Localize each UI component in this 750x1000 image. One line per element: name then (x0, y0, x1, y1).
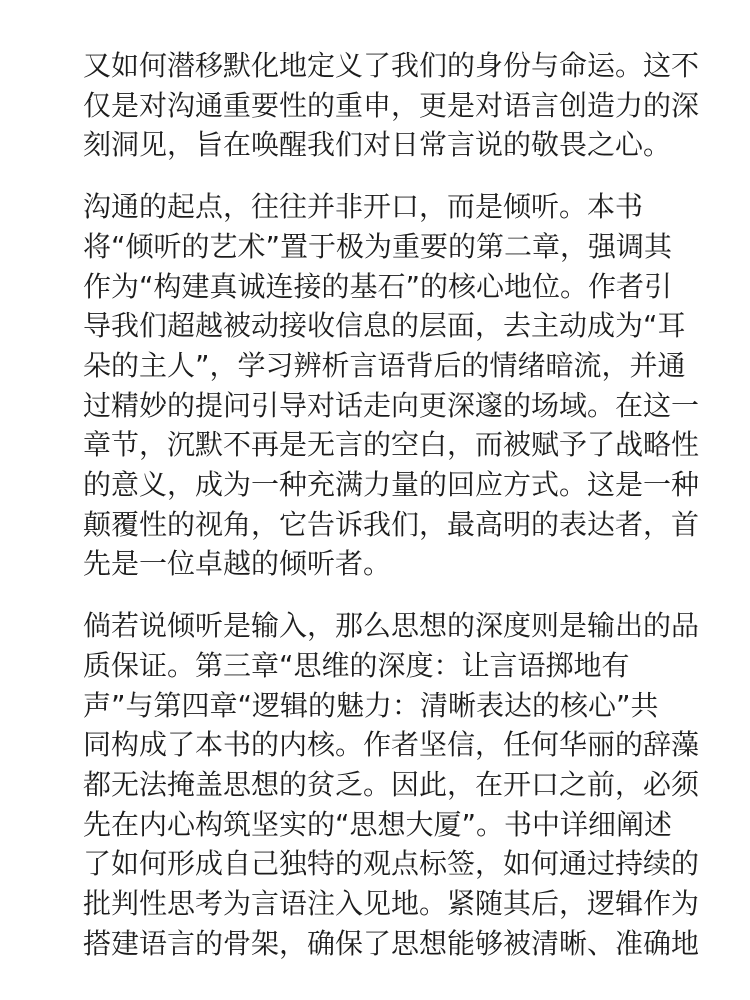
text-line: 刻洞见，旨在唤醒我们对日常言说的敬畏之心。 (83, 128, 672, 162)
text-line: 先在内心构筑坚实的“思想大厦”。书中详细阐述 (83, 807, 673, 841)
text-line: 沟通的起点，往往并非开口，而是倾听。本书 (83, 190, 644, 224)
text-line: 同构成了本书的内核。作者坚信，任何华丽的辞藻 (83, 728, 700, 762)
text-line: 仅是对沟通重要性的重申，更是对语言创造力的深 (83, 88, 700, 122)
text-line: 朵的主人”，学习辨析言语背后的情绪暗流，并通 (83, 348, 686, 382)
text-line: 又如何潜移默化地定义了我们的身份与命运。这不 (83, 49, 700, 82)
text-line: 导我们超越被动接收信息的层面，去主动成为“耳 (83, 309, 686, 343)
text-line: 过精妙的提问引导对话走向更深邃的场域。在这一 (83, 388, 700, 422)
text-line: 的意义，成为一种充满力量的回应方式。这是一种 (83, 468, 700, 502)
paragraph-intro-continuation (83, 46, 750, 165)
paragraph-thinking-logic (83, 606, 750, 963)
text-line: 颠覆性的视角，它告诉我们，最高明的表达者，首 (83, 507, 700, 541)
text-line: 章节，沉默不再是无言的空白，而被赋予了战略性 (83, 428, 700, 462)
text-line: 搭建语言的骨架，确保了思想能够被清晰、准确地 (83, 926, 700, 960)
text-line: 都无法掩盖思想的贫乏。因此，在开口之前，必须 (83, 767, 700, 801)
paragraph-listening (83, 187, 750, 584)
text-line: 质保证。第三章“思维的深度：让言语掷地有 (83, 648, 630, 682)
text-line: 声”与第四章“逻辑的魅力：清晰表达的核心”共 (83, 688, 659, 722)
text-line: 批判性思考为言语注入见地。紧随其后，逻辑作为 (83, 887, 700, 921)
text-line: 先是一位卓越的倾听者。 (83, 547, 392, 581)
text-line: 作为“构建真诚连接的基石”的核心地位。作者引 (83, 269, 673, 303)
text-line: 倘若说倾听是输入，那么思想的深度则是输出的品 (83, 609, 700, 643)
text-line: 了如何形成自己独特的观点标签，如何通过持续的 (83, 847, 700, 881)
text-line: 将“倾听的艺术”置于极为重要的第二章，强调其 (83, 229, 673, 263)
